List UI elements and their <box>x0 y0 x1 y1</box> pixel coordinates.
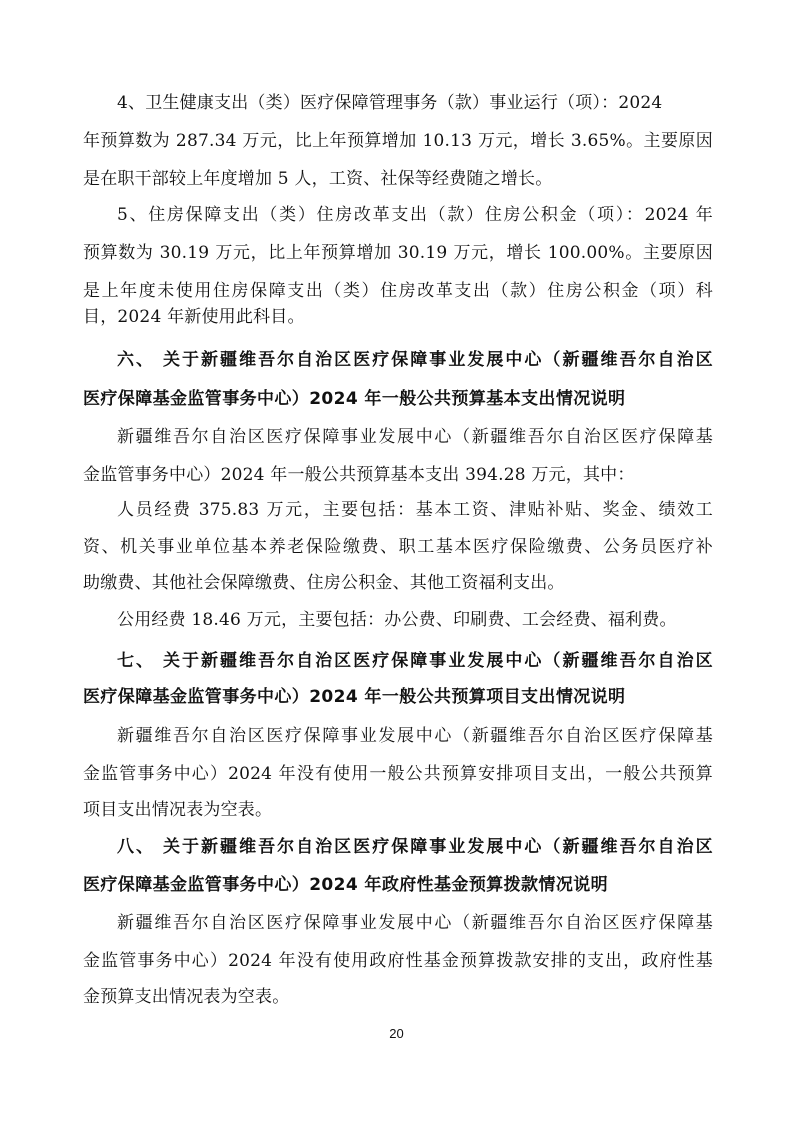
body-7-line-3: 项目支出情况表为空表。 <box>83 800 273 820</box>
section-5-line-4: 目，2024 年新使用此科目。 <box>83 307 305 327</box>
page-number: 20 <box>389 1026 404 1041</box>
section-4-line-2: 年预算数为 287.34 万元，比上年预算增加 10.13 万元，增长 3.65%。主要原因 <box>83 131 713 151</box>
heading-8-line-2: 医疗保障基金监管事务中心）2024 年政府性基金预算拨款情况说明 <box>83 875 609 895</box>
section-4-line-3: 是在职干部较上年度增加 5 人，工资、社保等经费随之增长。 <box>83 169 553 189</box>
heading-7-line-2: 医疗保障基金监管事务中心）2024 年一般公共预算项目支出情况说明 <box>83 687 626 707</box>
body-8-line-1: 新疆维吾尔自治区医疗保障事业发展中心（新疆维吾尔自治区医疗保障基 <box>117 913 713 933</box>
heading-6-line-1: 六、 关于新疆维吾尔自治区医疗保障事业发展中心（新疆维吾尔自治区 <box>117 350 713 370</box>
heading-6-line-2: 医疗保障基金监管事务中心）2024 年一般公共预算基本支出情况说明 <box>83 389 626 409</box>
section-5-line-3: 是上年度未使用住房保障支出（类）住房改革支出（款）住房公积金（项）科 <box>83 281 713 301</box>
body-7-line-2: 金监管事务中心）2024 年没有使用一般公共预算安排项目支出，一般公共预算 <box>83 764 713 784</box>
body-6-line-2: 金监管事务中心）2024 年一般公共预算基本支出 394.28 万元，其中： <box>83 465 635 485</box>
section-4-line-1: 4、卫生健康支出（类）医疗保障管理事务（款）事业运行（项）：2024 <box>117 93 663 113</box>
body-8-line-2: 金监管事务中心）2024 年没有使用政府性基金预算拨款安排的支出，政府性基 <box>83 951 713 971</box>
body-6-line-1: 新疆维吾尔自治区医疗保障事业发展中心（新疆维吾尔自治区医疗保障基 <box>117 427 713 447</box>
body-6-line-6: 公用经费 18.46 万元，主要包括：办公费、印刷费、工会经费、福利费。 <box>117 610 677 630</box>
heading-7-line-1: 七、 关于新疆维吾尔自治区医疗保障事业发展中心（新疆维吾尔自治区 <box>117 651 713 671</box>
section-5-line-1: 5、住房保障支出（类）住房改革支出（款）住房公积金（项）：2024 年 <box>117 205 713 225</box>
body-8-line-3: 金预算支出情况表为空表。 <box>83 987 290 1007</box>
heading-8-line-1: 八、 关于新疆维吾尔自治区医疗保障事业发展中心（新疆维吾尔自治区 <box>117 837 713 857</box>
section-5-line-2: 预算数为 30.19 万元，比上年预算增加 30.19 万元，增长 100.00%。主要原因 <box>83 243 713 263</box>
body-6-line-5: 助缴费、其他社会保障缴费、住房公积金、其他工资福利支出。 <box>83 573 565 593</box>
body-7-line-1: 新疆维吾尔自治区医疗保障事业发展中心（新疆维吾尔自治区医疗保障基 <box>117 726 713 746</box>
body-6-line-4: 资、机关事业单位基本养老保险缴费、职工基本医疗保险缴费、公务员医疗补 <box>83 537 713 557</box>
body-6-line-3: 人员经费 375.83 万元，主要包括：基本工资、津贴补贴、奖金、绩效工 <box>117 500 713 520</box>
